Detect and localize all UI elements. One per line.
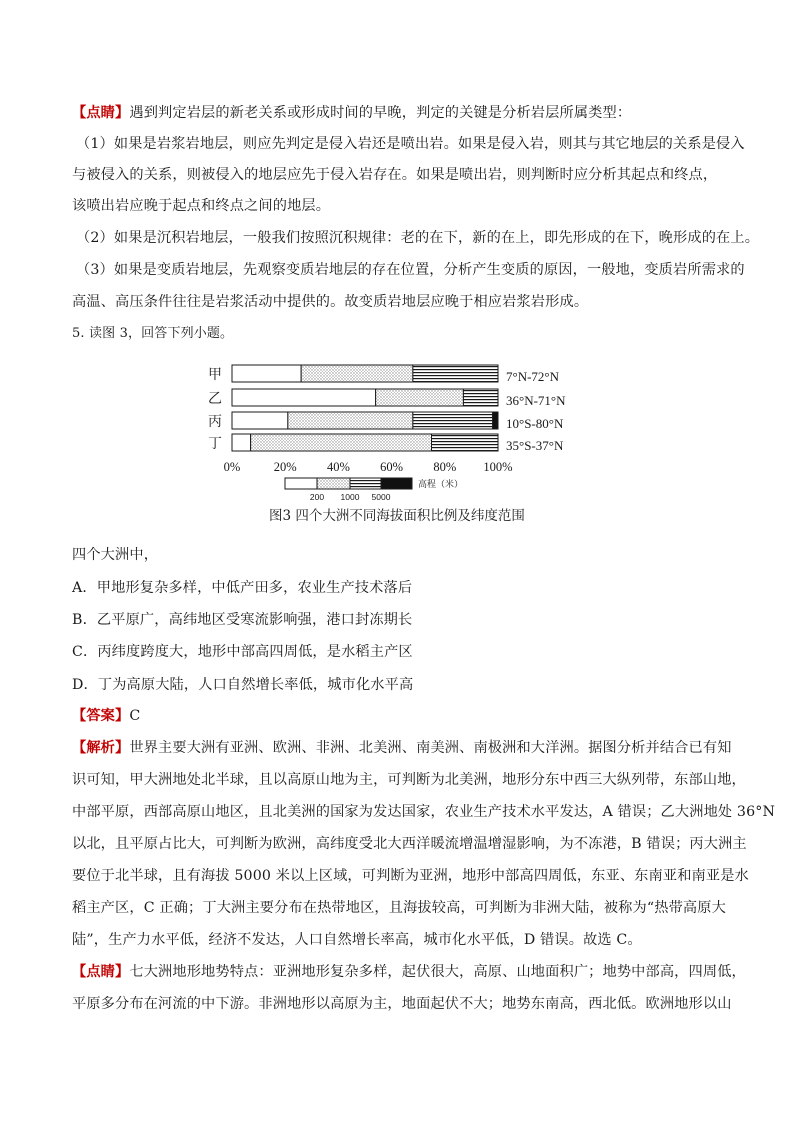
legend-swatch-1 — [317, 478, 350, 489]
elevation-chart — [206, 363, 586, 503]
tip-line-3: 与被侵入的关系，则被侵入的地层应先于侵入岩存在。如果是喷出岩，则判断时应分析其起点和终点， — [72, 167, 718, 183]
bar-丙-seg0 — [232, 412, 288, 429]
bar-甲-seg1 — [301, 365, 413, 382]
bar-丁-seg2 — [432, 434, 499, 451]
bar-丁-seg0 — [232, 434, 251, 451]
x-tick-label: 80% — [433, 460, 457, 474]
category-label: 丁 — [208, 436, 222, 452]
question-stem: 四个大洲中， — [72, 547, 159, 563]
chart-caption: 图3 四个大洲不同海拔面积比例及纬度范围 — [269, 508, 525, 524]
bar-甲-seg0 — [232, 365, 301, 382]
option-a: A．甲地形复杂多样，中低产田多，农业生产技术落后 — [72, 580, 413, 596]
x-tick-label: 100% — [483, 460, 513, 474]
tip2-tag: 【点睛】 — [72, 964, 130, 980]
tip2-text: 七大洲地形地势特点：亚洲地形复杂多样，起伏很大，高原、山地面积广；地势中部高，四周低， — [129, 964, 746, 980]
tip-text: 遇到判定岩层的新老关系或形成时间的早晚，判定的关键是分析岩层所属类型： — [129, 105, 632, 121]
bar-乙-seg2 — [463, 389, 498, 406]
bar-乙-seg0 — [232, 389, 376, 406]
analysis-line-7: 陆”，生产力水平低，经济不发达，人口自然增长率高，城市化水平低，D 错误。故选 C。 — [72, 932, 642, 948]
legend-swatch-0 — [285, 478, 317, 489]
bar-丙-seg1 — [288, 412, 413, 429]
analysis-tag: 【解析】 — [72, 740, 130, 756]
tip-line-7: 高温、高压条件往往是岩浆活动中提供的。故变质岩地层应晚于相应岩浆岩形成。 — [72, 294, 589, 310]
bar-丙-seg2 — [413, 412, 493, 429]
legend-tick: 5000 — [371, 492, 391, 502]
question-title: 5. 读图 3，回答下列小题。 — [72, 326, 234, 341]
latitude-label: 10°S-80°N — [506, 416, 564, 431]
tip-line-2: （1）如果是岩浆岩地层，则应先判定是侵入岩还是喷出岩。如果是侵入岩，则其与其它地层的关系是侵入 — [76, 136, 745, 152]
tip-line-6: （3）如果是变质岩地层，先观察变质岩地层的存在位置，分析产生变质的原因，一般地，变质岩所需求的 — [76, 262, 745, 278]
category-label: 甲 — [208, 367, 222, 383]
legend-swatch-2 — [350, 478, 381, 489]
category-label: 乙 — [208, 391, 222, 407]
tip-tag: 【点睛】 — [72, 105, 130, 121]
bar-乙-seg1 — [376, 389, 464, 406]
latitude-label: 7°N-72°N — [506, 369, 560, 384]
bar-丙-seg3 — [493, 412, 498, 429]
legend-swatch-3 — [381, 478, 412, 489]
analysis-line-1 — [72, 738, 732, 758]
bar-甲-seg2 — [413, 365, 498, 382]
analysis-line-5: 要位于北半球，且有海拔 5000 米以上区域，可判断为亚洲，地形中部高四周低，东亚、东南亚和南亚是水 — [72, 868, 749, 884]
tip2-line-1 — [72, 962, 746, 982]
x-tick-label: 20% — [273, 460, 297, 474]
option-c: C．丙纬度跨度大，地形中部高四周低，是水稻主产区 — [72, 644, 413, 660]
category-label: 丙 — [208, 414, 222, 430]
analysis-line-6: 稻主产区，C 正确；丁大洲主要分布在热带地区，且海拔较高，可判断为非洲大陆，被称为“热带高原大 — [72, 900, 726, 916]
tip-line-1 — [72, 103, 631, 123]
tip2-line-2: 平原多分布在河流的中下游。非洲地形以高原为主，地面起伏不大；地势东南高，西北低。欧洲地形以山 — [72, 996, 732, 1012]
x-tick-label: 40% — [326, 460, 350, 474]
x-tick-label: 0% — [223, 460, 241, 474]
latitude-label: 35°S-37°N — [506, 438, 564, 453]
tip-line-5: （2）如果是沉积岩地层，一般我们按照沉积规律：老的在下，新的在上，即先形成的在下，晚形成的在上。 — [76, 230, 760, 246]
option-b: B．乙平原广，高纬地区受寒流影响强，港口封冻期长 — [72, 612, 413, 628]
legend-tick: 200 — [309, 492, 325, 502]
answer-tag: 【答案】 — [72, 708, 130, 724]
analysis-line-3: 中部平原，西部高原山地区，且北美洲的国家为发达国家，农业生产技术水平发达，A 错误；乙大洲地处 36°N — [72, 804, 776, 820]
tip-line-4: 该喷出岩应晚于起点和终点之间的地层。 — [72, 198, 331, 214]
option-d: D．丁为高原大陆，人口自然增长率低，城市化水平高 — [72, 677, 414, 693]
analysis-line-2: 识可知，甲大洲地处北半球，且以高原山地为主，可判断为北美洲，地形分东中西三大纵列带，东部山地， — [72, 772, 746, 788]
legend-title: 高程（米） — [418, 480, 464, 490]
x-tick-label: 60% — [380, 460, 404, 474]
analysis-text: 世界主要大洲有亚洲、欧洲、非洲、北美洲、南美洲、南极洲和大洋洲。据图分析并结合已有知 — [129, 740, 732, 756]
answer-line — [72, 706, 140, 726]
legend-tick: 1000 — [340, 492, 360, 502]
analysis-line-4: 以北，且平原占比大，可判断为欧洲，高纬度受北大西洋暖流增温增湿影响，为不冻港，B 错误；丙大洲主 — [72, 836, 747, 852]
latitude-label: 36°N-71°N — [506, 393, 566, 408]
bar-丁-seg1 — [251, 434, 432, 451]
answer-value: C — [129, 708, 141, 724]
